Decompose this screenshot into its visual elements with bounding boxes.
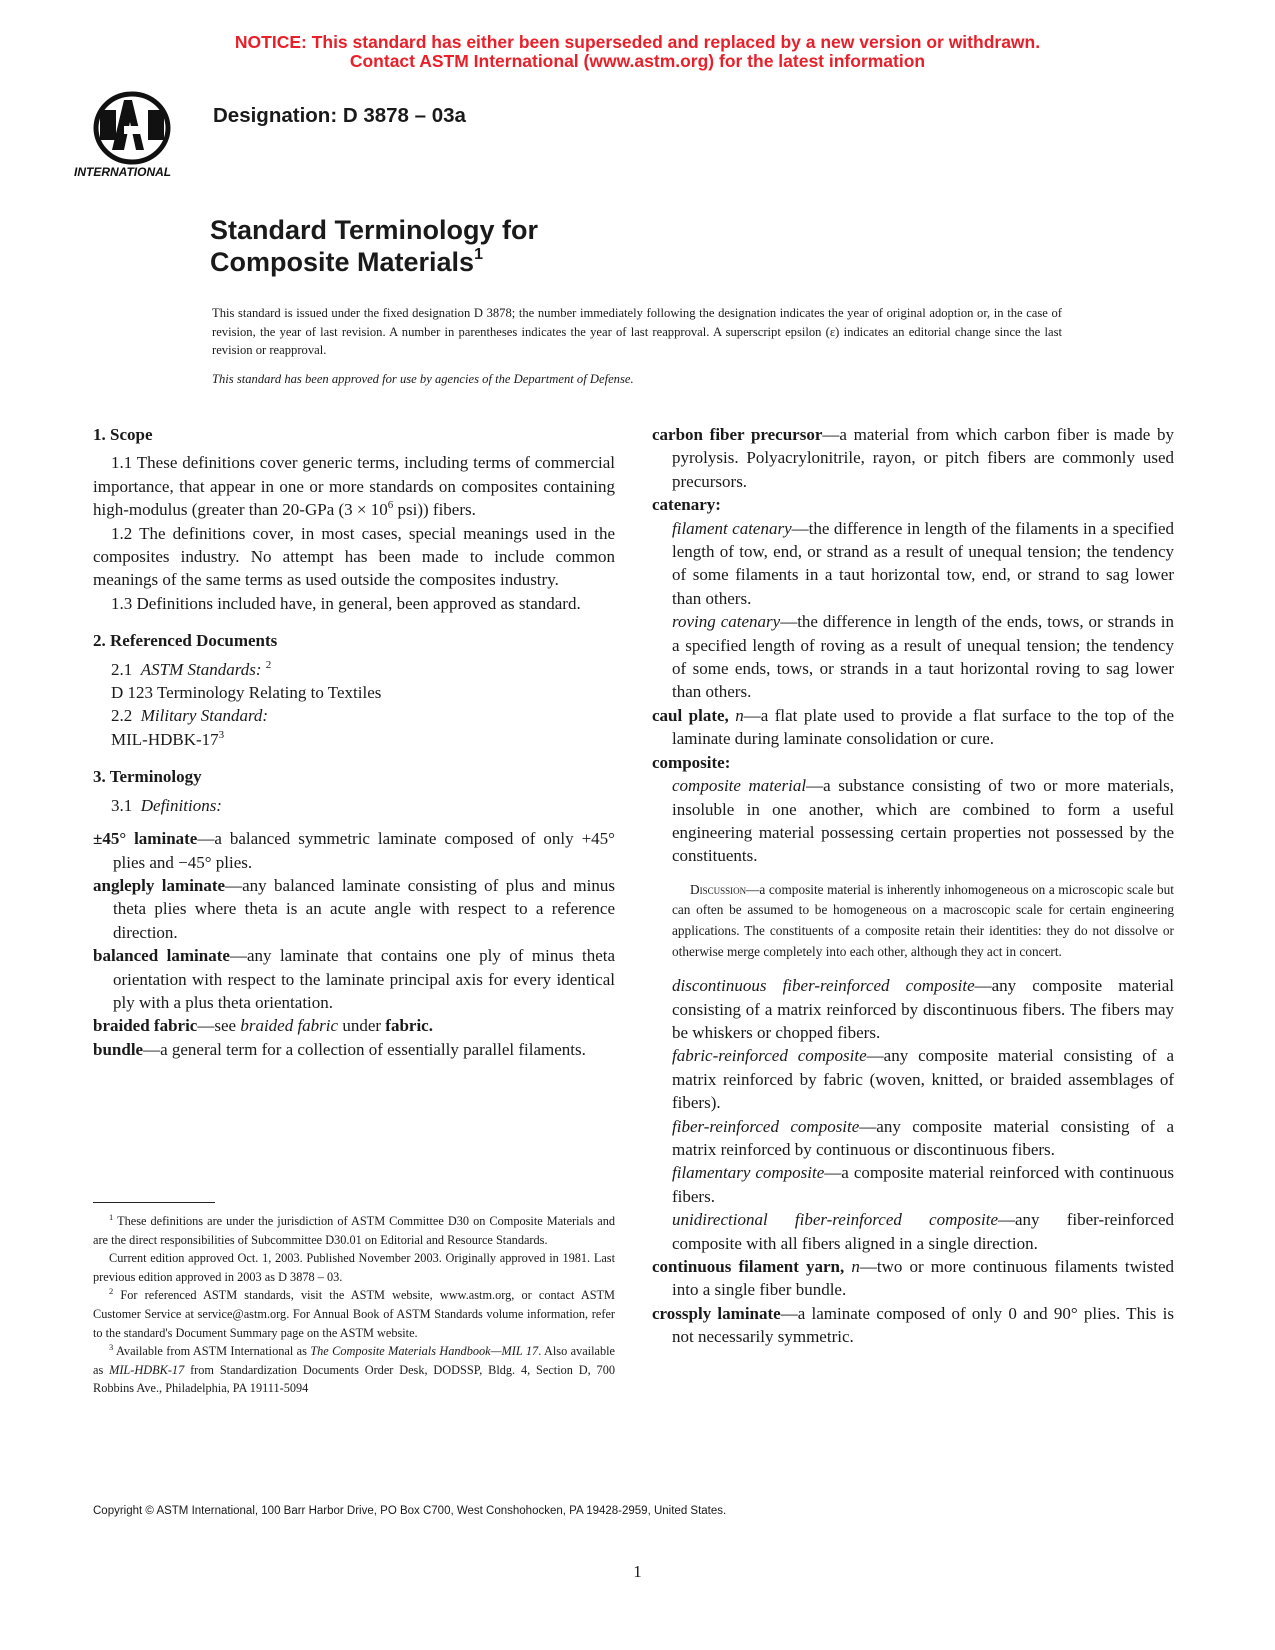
footnote-2: $^2$ For referenced ASTM standards, visit the ASTM website, www.astm.org, or contact ASTM Customer Service at service@astm.org. For Annual Book of ASTM Standards volume information, refer to the standard's Document Summary page on the ASTM website. — [93, 1286, 615, 1340]
term-fabric-reinforced-composite: fabric-reinforced composite—any composite material consisting of a matrix reinforced by fabric (woven, knitted, or braided assemblages of fibers). — [672, 1046, 1174, 1113]
footnote-1: $^1$ These definitions are under the jurisdiction of ASTM Committee D30 on Composite Materials and are the direct responsibilities of Subcommittee D30.01 on Editorial and Resource Standards. — [93, 1212, 615, 1247]
left-column — [93, 423, 615, 1061]
ref-mil-hdbk: MIL-$HDBK-17^3$ — [111, 728, 225, 749]
right-column — [652, 423, 1174, 1349]
definitions-label: 3.1 Definitions: — [111, 795, 222, 815]
scope-1-2: 1.2 The definitions cover, in most cases, special meanings used in the composites industry. No attempt has been made to include common meanings of the same terms as used outside the composites industry. — [93, 523, 615, 590]
title-line-1: Standard Terminology for — [210, 215, 539, 245]
dod-statement: This standard has been approved for use by agencies of the Department of Defense. — [212, 372, 634, 386]
logo-text: INTERNATIONAL — [74, 165, 172, 179]
astm-logo-icon — [72, 88, 192, 180]
term-balanced-laminate: balanced laminate—any laminate that contains one ply of minus theta orientation with respect to the laminate principal axis for every identical ply with a plus theta orientation. — [93, 946, 616, 1012]
issuance-statement: This standard is issued under the fixed designation D 3878; the number immediately following the designation indicates the year of original adoption or, in the case of revision, the year of last revision. A number in parentheses indicates the year of last reapproval. A superscript epsilon (ε) indicates an editorial change since the last revision or reapproval. — [212, 306, 1062, 357]
references-heading: 2. Referenced Documents — [93, 631, 278, 651]
notice-line-1: NOTICE: This standard has either been superseded and replaced by a new version or withdrawn. — [234, 32, 1041, 52]
terminology-heading: 3. Terminology — [93, 767, 202, 787]
term-braided-fabric: braided fabric—see braided fabric under fabric. — [93, 1016, 433, 1036]
title-footnote-mark: 1 — [474, 246, 483, 263]
term-composite-material: composite material—a substance consisting of two or more materials, insoluble in one another, which are combined to form a useful engineering material possessing certain properties not possessed by the constituents. — [672, 776, 1174, 866]
footnote-3: $^3$ Available from ASTM International as The Composite Materials Handbook—MIL 17. Also available as MIL-HDBK-17 from Standardization Documents Order Desk, DODSSP, Bldg. 4, Section D, 700 Robbins Ave., Philadelphia, PA 19111-5094 — [93, 1342, 615, 1396]
term-filamentary-composite: filamentary composite—a composite material reinforced with continuous fibers. — [672, 1163, 1174, 1206]
footnotes — [93, 1212, 615, 1398]
notice-line-2: Contact ASTM International (www.astm.org) for the latest information — [349, 51, 926, 71]
term-catenary: catenary: — [652, 495, 721, 515]
term-fiber-reinforced-composite: fiber-reinforced composite—any composite material consisting of a matrix reinforced by continuous or discontinuous fibers. — [672, 1116, 1174, 1159]
term-carbon-fiber-precursor: carbon fiber precursor—a material from which carbon fiber is made by pyrolysis. Polyacrylonitrile, rayon, or pitch fibers are commonly used precursors. — [652, 425, 1174, 491]
footnote-divider — [93, 1202, 215, 1203]
title-line-2: Composite Materials — [210, 247, 475, 277]
ref-2-1: 2.1 ASTM Standards: $^2$ — [111, 658, 272, 679]
scope-1-1: 1.1 These definitions cover generic terms, including terms of commercial importance, that appear in one or more standards on composites containing high-modulus (greater than 20-GPa ($3 \times 10^6$ psi)) fibers. — [93, 453, 615, 520]
term-continuous-filament-yarn: continuous filament yarn, n—two or more continuous filaments twisted into a single fiber bundle. — [652, 1256, 1174, 1300]
term-discontinuous-composite: discontinuous fiber-reinforced composite—any composite material consisting of a matrix reinforced by discontinuous fibers. The fibers may be whiskers or chopped fibers. — [672, 976, 1174, 1042]
page-number: 1 — [633, 1562, 642, 1581]
designation: Designation: D 3878 – 03a — [213, 104, 466, 127]
term-caul-plate: caul plate, n—a flat plate used to provide a flat surface to the top of the laminate during laminate consolidation or cure. — [652, 705, 1175, 749]
footnote-1b: Current edition approved Oct. 1, 2003. Published November 2003. Originally approved in 1981. Last previous edition approved in 2003 as D 3878 – 03. — [93, 1251, 615, 1284]
scope-heading: 1. Scope — [93, 425, 153, 444]
term-composite: composite: — [652, 752, 731, 772]
term-bundle: bundle—a general term for a collection of essentially parallel filaments. — [93, 1039, 586, 1059]
scope-1-3: 1.3 Definitions included have, in general, been approved as standard. — [111, 593, 581, 613]
term-roving-catenary: roving catenary—the difference in length of the ends, tows, or strands in a specified length of roving as a result of unequal tension; the tendency of some ends, tows, or strands in a taut horizontal roving to sag lower than others. — [672, 612, 1174, 702]
ref-d123: D 123 Terminology Relating to Textiles — [111, 683, 382, 703]
ref-2-2: 2.2 Military Standard: — [111, 706, 269, 726]
term-filament-catenary: filament catenary—the difference in length of the filaments in a specified length of tow, end, or strand as a result of unequal tension; the tendency of some filaments in a taut horizontal tow, end, or strand to sag lower than others. — [672, 518, 1174, 608]
composite-discussion: Discussion—a composite material is inherently inhomogeneous on a microscopic scale but can often be assumed to be homogeneous on a macroscopic scale for certain engineering applications. The constituents of a composite retain their identities: they do not dissolve or otherwise merge completely into each other, although they act in concert. — [672, 881, 1174, 959]
document-title — [210, 214, 538, 278]
term-45-laminate: ±45° laminate—a balanced symmetric laminate composed of only +45° plies and −45° plies. — [93, 829, 615, 872]
copyright: Copyright © ASTM International, 100 Barr Harbor Drive, PO Box C700, West Conshohocken, PA 19428-2959, United States. — [93, 1505, 727, 1517]
term-crossply-laminate: crossply laminate—a laminate composed of only 0 and 90° plies. This is not necessarily symmetric. — [652, 1303, 1174, 1347]
notice-banner — [0, 33, 1275, 71]
term-unidirectional-composite: unidirectional fiber-reinforced composite—any fiber-reinforced composite with all fibers aligned in a single direction. — [672, 1210, 1174, 1253]
term-angleply-laminate: angleply laminate—any balanced laminate consisting of plus and minus theta plies where theta is an acute angle with respect to a reference direction. — [93, 875, 615, 942]
